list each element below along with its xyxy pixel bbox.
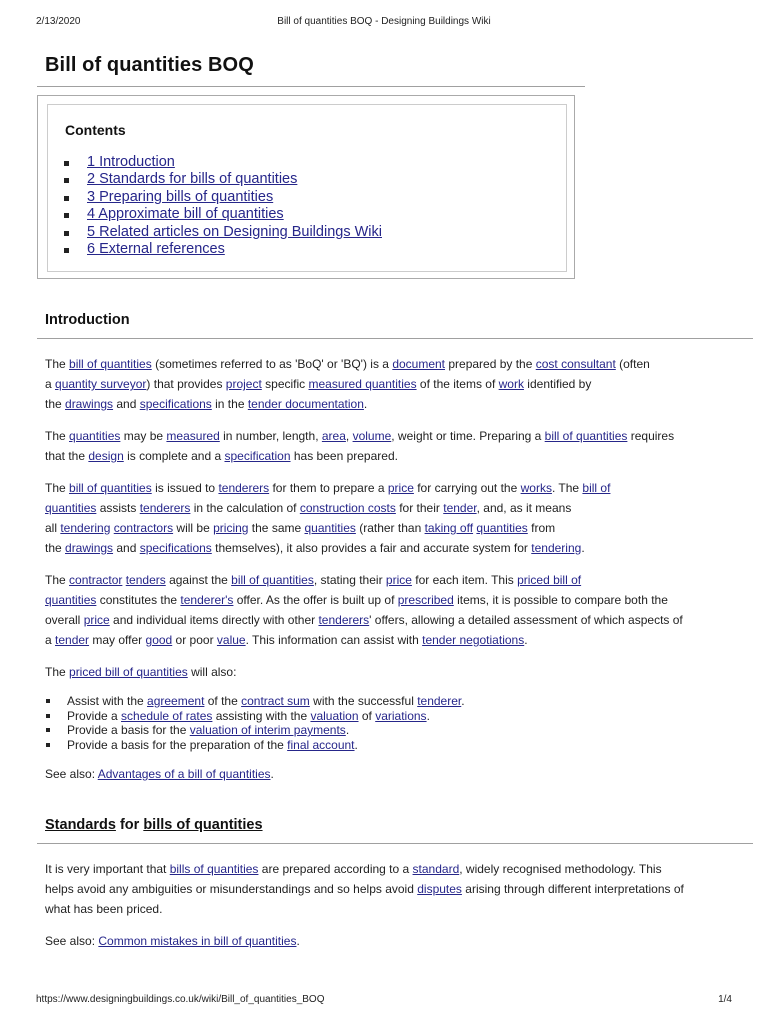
text-line — [45, 859, 753, 879]
text: (often — [615, 357, 650, 371]
text: assists — [96, 501, 140, 515]
text: and — [113, 541, 140, 555]
text-line — [45, 570, 753, 590]
text: themselves), it also provides a fair and accurate system for — [211, 541, 532, 555]
text: arising through different interpretations of — [461, 882, 684, 896]
standards-paragraph-1 — [45, 859, 753, 919]
text: The — [45, 481, 70, 495]
wiki-link[interactable]: contractor — [69, 573, 123, 587]
intro-paragraph-1 — [45, 354, 753, 414]
text: for — [115, 817, 144, 833]
wiki-link[interactable]: cost consultant — [535, 357, 616, 371]
wiki-link[interactable]: valuation of interim payments — [189, 723, 346, 738]
text: . — [296, 934, 300, 948]
table-of-contents — [37, 95, 575, 279]
text-line — [45, 394, 753, 414]
intro-see-also — [45, 764, 753, 784]
wiki-link[interactable]: bill of quantities — [69, 357, 152, 371]
wiki-link[interactable]: quantities — [45, 593, 97, 607]
print-footer — [0, 994, 768, 1008]
wiki-link[interactable]: bill of quantities — [69, 481, 152, 495]
section-divider — [37, 843, 753, 844]
intro-paragraph-4 — [45, 570, 753, 650]
wiki-link[interactable]: tender — [55, 633, 90, 647]
toc-item — [62, 241, 382, 258]
wiki-link[interactable]: valuation — [310, 708, 359, 723]
text: See also: — [45, 934, 99, 948]
text: requires — [627, 429, 675, 443]
wiki-link[interactable]: price — [385, 573, 412, 587]
wiki-link[interactable]: quantities — [69, 429, 121, 443]
section-heading-introduction: Introduction — [45, 312, 130, 328]
text: ) that provides — [146, 377, 226, 391]
wiki-link[interactable]: document — [392, 357, 446, 371]
text: , stating their — [313, 573, 386, 587]
toc-link-approximate[interactable]: 4 Approximate bill of quantities — [87, 206, 284, 223]
text: Assist with the — [67, 694, 148, 708]
wiki-link[interactable]: bill of — [582, 481, 611, 495]
wiki-link[interactable]: specifications — [139, 541, 212, 555]
text: or poor — [172, 633, 217, 647]
text: may be — [120, 429, 167, 443]
wiki-link[interactable]: contract sum — [241, 694, 310, 708]
see-also-link[interactable]: Common mistakes in bill of quantities — [98, 934, 297, 948]
wiki-link[interactable]: good — [145, 633, 173, 647]
see-also-link[interactable]: Advantages of a bill of quantities — [97, 767, 271, 781]
section-divider — [37, 338, 753, 339]
text: a — [45, 377, 56, 391]
text: See also: — [45, 767, 98, 781]
print-header — [0, 16, 768, 30]
wiki-link[interactable]: measured — [166, 429, 220, 443]
text: assisting with the — [212, 708, 311, 723]
toc-heading: Contents — [65, 122, 126, 138]
print-date: 2/13/2020 — [36, 16, 81, 27]
text-line — [45, 764, 753, 784]
text: for their — [395, 501, 444, 515]
text: a — [45, 633, 56, 647]
text: . This information can assist with — [245, 633, 423, 647]
text-line — [45, 590, 753, 610]
wiki-link[interactable]: tenderer's — [180, 593, 234, 607]
wiki-link[interactable]: tenderers — [218, 481, 270, 495]
priced-bill-uses-list — [45, 694, 465, 753]
text: the same — [248, 521, 305, 535]
wiki-link[interactable]: tendering — [60, 521, 111, 535]
wiki-link[interactable]: bills of quantities — [169, 862, 259, 876]
toc-list — [62, 154, 382, 258]
wiki-link[interactable]: prescribed — [397, 593, 454, 607]
list-item — [45, 723, 465, 738]
wiki-link[interactable]: design — [88, 449, 124, 463]
wiki-link[interactable]: final account — [287, 738, 355, 753]
wiki-link[interactable]: quantities — [304, 521, 356, 535]
text: has been prepared. — [290, 449, 398, 463]
text: are prepared according to a — [258, 862, 413, 876]
text: the — [45, 541, 66, 555]
text-line — [45, 538, 753, 558]
text: for each item. This — [411, 573, 518, 587]
text: items, it is possible to compare both the — [453, 593, 668, 607]
text: of — [358, 708, 376, 723]
toc-link-introduction[interactable]: 1 Introduction — [87, 154, 175, 170]
text: of the items of — [416, 377, 499, 391]
text: . — [345, 723, 350, 738]
list-item — [45, 709, 465, 724]
text-line — [45, 426, 753, 446]
wiki-link[interactable]: volume — [352, 429, 392, 443]
toc-link-related-articles[interactable]: 5 Related articles on Designing Buildings Wiki — [87, 223, 382, 240]
wiki-link[interactable]: drawings — [65, 541, 114, 555]
text: It is very important that — [45, 862, 170, 876]
text: against the — [165, 573, 232, 587]
wiki-link[interactable]: construction costs — [299, 501, 396, 515]
wiki-link[interactable]: tenders — [125, 573, 166, 587]
wiki-link[interactable]: bill of quantities — [544, 429, 628, 443]
text: . — [461, 694, 465, 708]
text: all — [45, 521, 61, 535]
text-line — [45, 446, 753, 466]
text: that the — [45, 449, 89, 463]
text: for them to prepare a — [269, 481, 388, 495]
wiki-link[interactable]: tendering — [531, 541, 582, 555]
toc-link-external-references[interactable]: 6 External references — [87, 240, 225, 257]
text: for carrying out the — [413, 481, 521, 495]
text: . — [363, 397, 368, 411]
text: The — [45, 357, 70, 371]
toc-item — [62, 206, 382, 223]
text-line — [45, 931, 753, 951]
text-line — [45, 498, 753, 518]
text: with the successful — [309, 694, 418, 708]
text: will also: — [187, 665, 237, 679]
wiki-link[interactable]: value — [216, 633, 246, 647]
wiki-link[interactable]: measured quantities — [308, 377, 417, 391]
text-line — [45, 879, 753, 899]
wiki-link[interactable]: agreement — [147, 694, 205, 708]
text: identified by — [523, 377, 592, 391]
text: in number, length, — [219, 429, 322, 443]
toc-inner-box — [47, 104, 567, 272]
list-item — [45, 694, 465, 709]
toc-item — [62, 171, 382, 188]
page-title: Bill of quantities BOQ — [45, 54, 254, 76]
heading-link-standards[interactable]: Standards — [45, 817, 116, 833]
text: in the calculation of — [190, 501, 300, 515]
text: Provide a basis for the preparation of the — [67, 738, 288, 753]
text: overall — [45, 613, 84, 627]
text: helps avoid any ambiguities or misunderstandings and so helps avoid — [45, 882, 418, 896]
wiki-link[interactable]: priced bill of quantities — [69, 665, 188, 679]
text: specific — [261, 377, 309, 391]
wiki-link[interactable]: disputes — [417, 882, 462, 896]
list-item — [45, 738, 465, 753]
text: (sometimes referred to as 'BoQ' or 'BQ') is a — [151, 357, 393, 371]
text: The — [45, 573, 70, 587]
wiki-link[interactable]: pricing — [213, 521, 249, 535]
heading-link-bills-of-quantities[interactable]: bills of quantities — [143, 817, 263, 833]
text: ' offers, allowing a detailed assessment of which aspects of — [369, 613, 683, 627]
print-page-title: Bill of quantities BOQ - Designing Buildings Wiki — [277, 16, 491, 27]
intro-paragraph-5 — [45, 662, 753, 682]
page-number: 1/4 — [718, 994, 732, 1005]
toc-link-standards[interactable]: 2 Standards for bills of quantities — [87, 171, 298, 188]
text: the — [45, 397, 66, 411]
wiki-link[interactable]: taking off — [424, 521, 474, 535]
wiki-link[interactable]: specifications — [139, 397, 212, 411]
text: is complete and a — [123, 449, 225, 463]
standards-see-also — [45, 931, 753, 951]
wiki-link[interactable]: quantities — [476, 521, 528, 535]
print-url: https://www.designingbuildings.co.uk/wiki/Bill_of_quantities_BOQ — [36, 994, 325, 1005]
text: offer. As the offer is built up of — [233, 593, 398, 607]
text-line — [45, 374, 753, 394]
wiki-link[interactable]: bill of quantities — [231, 573, 314, 587]
wiki-link[interactable]: quantity surveyor — [55, 377, 147, 391]
wiki-link[interactable]: project — [225, 377, 262, 391]
wiki-link[interactable]: variations — [375, 708, 427, 723]
text: will be — [173, 521, 214, 535]
text: in the — [211, 397, 248, 411]
text: . — [581, 541, 585, 555]
text: , widely recognised methodology. This — [459, 862, 662, 876]
wiki-link[interactable]: price — [387, 481, 414, 495]
wiki-link[interactable]: price — [83, 613, 110, 627]
text: prepared by the — [445, 357, 536, 371]
text: The — [45, 665, 70, 679]
intro-paragraph-3 — [45, 478, 753, 558]
wiki-link[interactable]: quantities — [45, 501, 97, 515]
text: and individual items directly with other — [109, 613, 319, 627]
wiki-link[interactable]: tender documentation — [247, 397, 364, 411]
text: The — [45, 429, 70, 443]
text: constitutes the — [96, 593, 181, 607]
toc-link-preparing[interactable]: 3 Preparing bills of quantities — [87, 188, 274, 205]
text: is issued to — [151, 481, 219, 495]
wiki-link[interactable]: contractors — [113, 521, 174, 535]
text: . — [426, 708, 430, 723]
text: . — [270, 767, 274, 781]
text-line — [45, 518, 753, 538]
wiki-link[interactable]: area — [321, 429, 346, 443]
text: , and, as it means — [476, 501, 572, 515]
wiki-link[interactable]: tender negotiations — [422, 633, 525, 647]
intro-paragraph-2 — [45, 426, 753, 466]
text: (rather than — [355, 521, 425, 535]
text: , — [345, 429, 353, 443]
wiki-link[interactable]: tender — [443, 501, 477, 515]
text-line — [45, 662, 753, 682]
text: what has been priced. — [45, 902, 163, 916]
text-line — [45, 354, 753, 374]
wiki-link[interactable]: tenderers — [318, 613, 370, 627]
text-line — [45, 899, 753, 919]
wiki-link[interactable]: standard — [412, 862, 460, 876]
wiki-link[interactable]: drawings — [65, 397, 114, 411]
section-heading-standards — [45, 817, 263, 833]
text: of the — [204, 694, 242, 708]
wiki-link[interactable]: work — [498, 377, 524, 391]
text-line — [45, 610, 753, 630]
wiki-link[interactable]: specification — [224, 449, 291, 463]
text: from — [527, 521, 556, 535]
text-line — [45, 630, 753, 650]
text: and — [113, 397, 140, 411]
text: , weight or time. Preparing a — [391, 429, 545, 443]
wiki-link[interactable]: priced bill of — [517, 573, 582, 587]
toc-item — [62, 189, 382, 206]
title-divider — [37, 86, 585, 87]
wiki-link[interactable]: works — [520, 481, 552, 495]
wiki-link[interactable]: schedule of rates — [121, 708, 213, 723]
text: . — [354, 738, 358, 753]
text: . — [524, 633, 528, 647]
wiki-link[interactable]: tenderer — [417, 694, 462, 708]
text: Provide a basis for the — [67, 723, 190, 738]
toc-item — [62, 154, 382, 171]
wiki-link[interactable]: tenderers — [139, 501, 191, 515]
toc-item — [62, 224, 382, 241]
text: Provide a — [67, 708, 122, 723]
text-line — [45, 478, 753, 498]
text: . The — [551, 481, 583, 495]
text: may offer — [89, 633, 146, 647]
